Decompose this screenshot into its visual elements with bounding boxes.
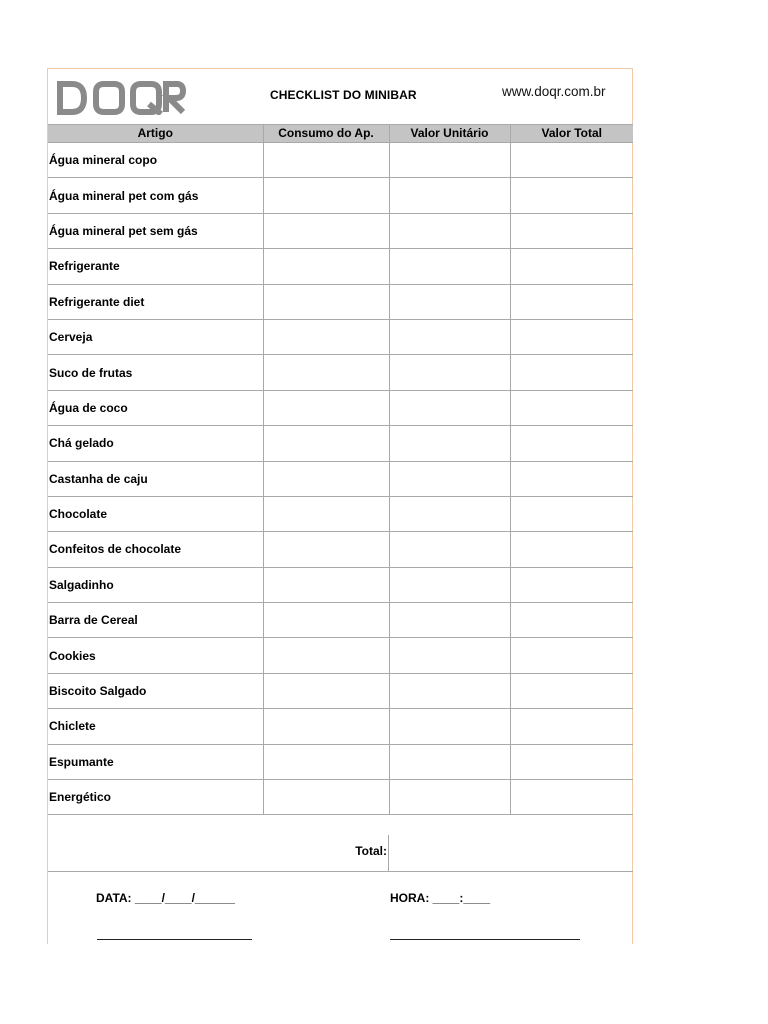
table-row (48, 461, 633, 496)
item-name: Chá gelado (48, 426, 263, 461)
total-label: Total: (355, 844, 387, 858)
website-url: www.doqr.com.br (502, 84, 606, 99)
table-row (48, 249, 633, 284)
table-row (48, 532, 633, 567)
valor-total-cell[interactable] (510, 426, 633, 461)
table-row (48, 567, 633, 602)
consumo-cell[interactable] (263, 355, 389, 390)
column-header-artigo: Artigo (48, 125, 263, 143)
table-row (48, 355, 633, 390)
item-name: Energético (48, 780, 263, 815)
valor-unitario-cell[interactable] (389, 319, 510, 354)
time-field[interactable]: HORA: ____:____ (390, 891, 491, 905)
valor-unitario-cell[interactable] (389, 567, 510, 602)
document-header (48, 69, 632, 124)
item-name: Água de coco (48, 390, 263, 425)
table-row (48, 603, 633, 638)
valor-total-cell[interactable] (510, 390, 633, 425)
signature-line-left[interactable] (97, 939, 252, 940)
minibar-table (48, 124, 633, 815)
total-row (48, 835, 633, 872)
valor-unitario-cell[interactable] (389, 532, 510, 567)
item-name: Cerveja (48, 319, 263, 354)
valor-total-cell[interactable] (510, 319, 633, 354)
valor-unitario-cell[interactable] (389, 284, 510, 319)
doqr-logo (56, 81, 186, 115)
item-name: Confeitos de chocolate (48, 532, 263, 567)
table-row (48, 284, 633, 319)
table-row (48, 780, 633, 815)
consumo-cell[interactable] (263, 638, 389, 673)
valor-total-cell[interactable] (510, 355, 633, 390)
valor-total-cell[interactable] (510, 143, 633, 178)
consumo-cell[interactable] (263, 213, 389, 248)
valor-total-cell[interactable] (510, 213, 633, 248)
valor-total-cell[interactable] (510, 638, 633, 673)
checklist-sheet (47, 68, 633, 944)
item-name: Água mineral pet sem gás (48, 213, 263, 248)
table-row (48, 143, 633, 178)
valor-total-cell[interactable] (510, 178, 633, 213)
valor-unitario-cell[interactable] (389, 709, 510, 744)
valor-unitario-cell[interactable] (389, 143, 510, 178)
item-name: Chiclete (48, 709, 263, 744)
valor-unitario-cell[interactable] (389, 213, 510, 248)
consumo-cell[interactable] (263, 532, 389, 567)
signature-line-right[interactable] (390, 939, 580, 940)
valor-unitario-cell[interactable] (389, 426, 510, 461)
item-name: Cookies (48, 638, 263, 673)
date-field[interactable]: DATA: ____/____/______ (96, 891, 235, 905)
valor-unitario-cell[interactable] (389, 496, 510, 531)
valor-unitario-cell[interactable] (389, 603, 510, 638)
valor-unitario-cell[interactable] (389, 673, 510, 708)
valor-unitario-cell[interactable] (389, 390, 510, 425)
column-header-consumo: Consumo do Ap. (263, 125, 389, 143)
consumo-cell[interactable] (263, 249, 389, 284)
table-row (48, 319, 633, 354)
document-title: CHECKLIST DO MINIBAR (270, 88, 417, 102)
item-name: Refrigerante diet (48, 284, 263, 319)
table-header-row (48, 125, 633, 143)
valor-unitario-cell[interactable] (389, 178, 510, 213)
item-name: Suco de frutas (48, 355, 263, 390)
valor-total-cell[interactable] (510, 744, 633, 779)
total-divider (388, 835, 389, 871)
consumo-cell[interactable] (263, 178, 389, 213)
table-row (48, 709, 633, 744)
consumo-cell[interactable] (263, 567, 389, 602)
consumo-cell[interactable] (263, 143, 389, 178)
table-row (48, 426, 633, 461)
consumo-cell[interactable] (263, 709, 389, 744)
valor-total-cell[interactable] (510, 709, 633, 744)
consumo-cell[interactable] (263, 284, 389, 319)
table-row (48, 390, 633, 425)
valor-total-cell[interactable] (510, 603, 633, 638)
valor-total-cell[interactable] (510, 780, 633, 815)
valor-total-cell[interactable] (510, 284, 633, 319)
consumo-cell[interactable] (263, 780, 389, 815)
table-row (48, 178, 633, 213)
valor-total-cell[interactable] (510, 461, 633, 496)
valor-unitario-cell[interactable] (389, 744, 510, 779)
consumo-cell[interactable] (263, 461, 389, 496)
table-row (48, 496, 633, 531)
item-name: Chocolate (48, 496, 263, 531)
table-row (48, 744, 633, 779)
table-row (48, 213, 633, 248)
consumo-cell[interactable] (263, 426, 389, 461)
table-row (48, 638, 633, 673)
valor-unitario-cell[interactable] (389, 780, 510, 815)
consumo-cell[interactable] (263, 673, 389, 708)
item-name: Biscoito Salgado (48, 673, 263, 708)
item-name: Água mineral copo (48, 143, 263, 178)
column-header-valor-total: Valor Total (510, 125, 633, 143)
item-name: Espumante (48, 744, 263, 779)
item-name: Barra de Cereal (48, 603, 263, 638)
consumo-cell[interactable] (263, 390, 389, 425)
valor-unitario-cell[interactable] (389, 249, 510, 284)
valor-unitario-cell[interactable] (389, 638, 510, 673)
valor-total-cell[interactable] (510, 249, 633, 284)
valor-unitario-cell[interactable] (389, 355, 510, 390)
item-name: Castanha de caju (48, 461, 263, 496)
valor-total-cell[interactable] (510, 532, 633, 567)
item-name: Refrigerante (48, 249, 263, 284)
column-header-valor-unitario: Valor Unitário (389, 125, 510, 143)
consumo-cell[interactable] (263, 496, 389, 531)
table-row (48, 673, 633, 708)
valor-unitario-cell[interactable] (389, 461, 510, 496)
valor-total-cell[interactable] (510, 567, 633, 602)
consumo-cell[interactable] (263, 744, 389, 779)
valor-total-cell[interactable] (510, 673, 633, 708)
valor-total-cell[interactable] (510, 496, 633, 531)
item-name: Água mineral pet com gás (48, 178, 263, 213)
consumo-cell[interactable] (263, 603, 389, 638)
consumo-cell[interactable] (263, 319, 389, 354)
item-name: Salgadinho (48, 567, 263, 602)
